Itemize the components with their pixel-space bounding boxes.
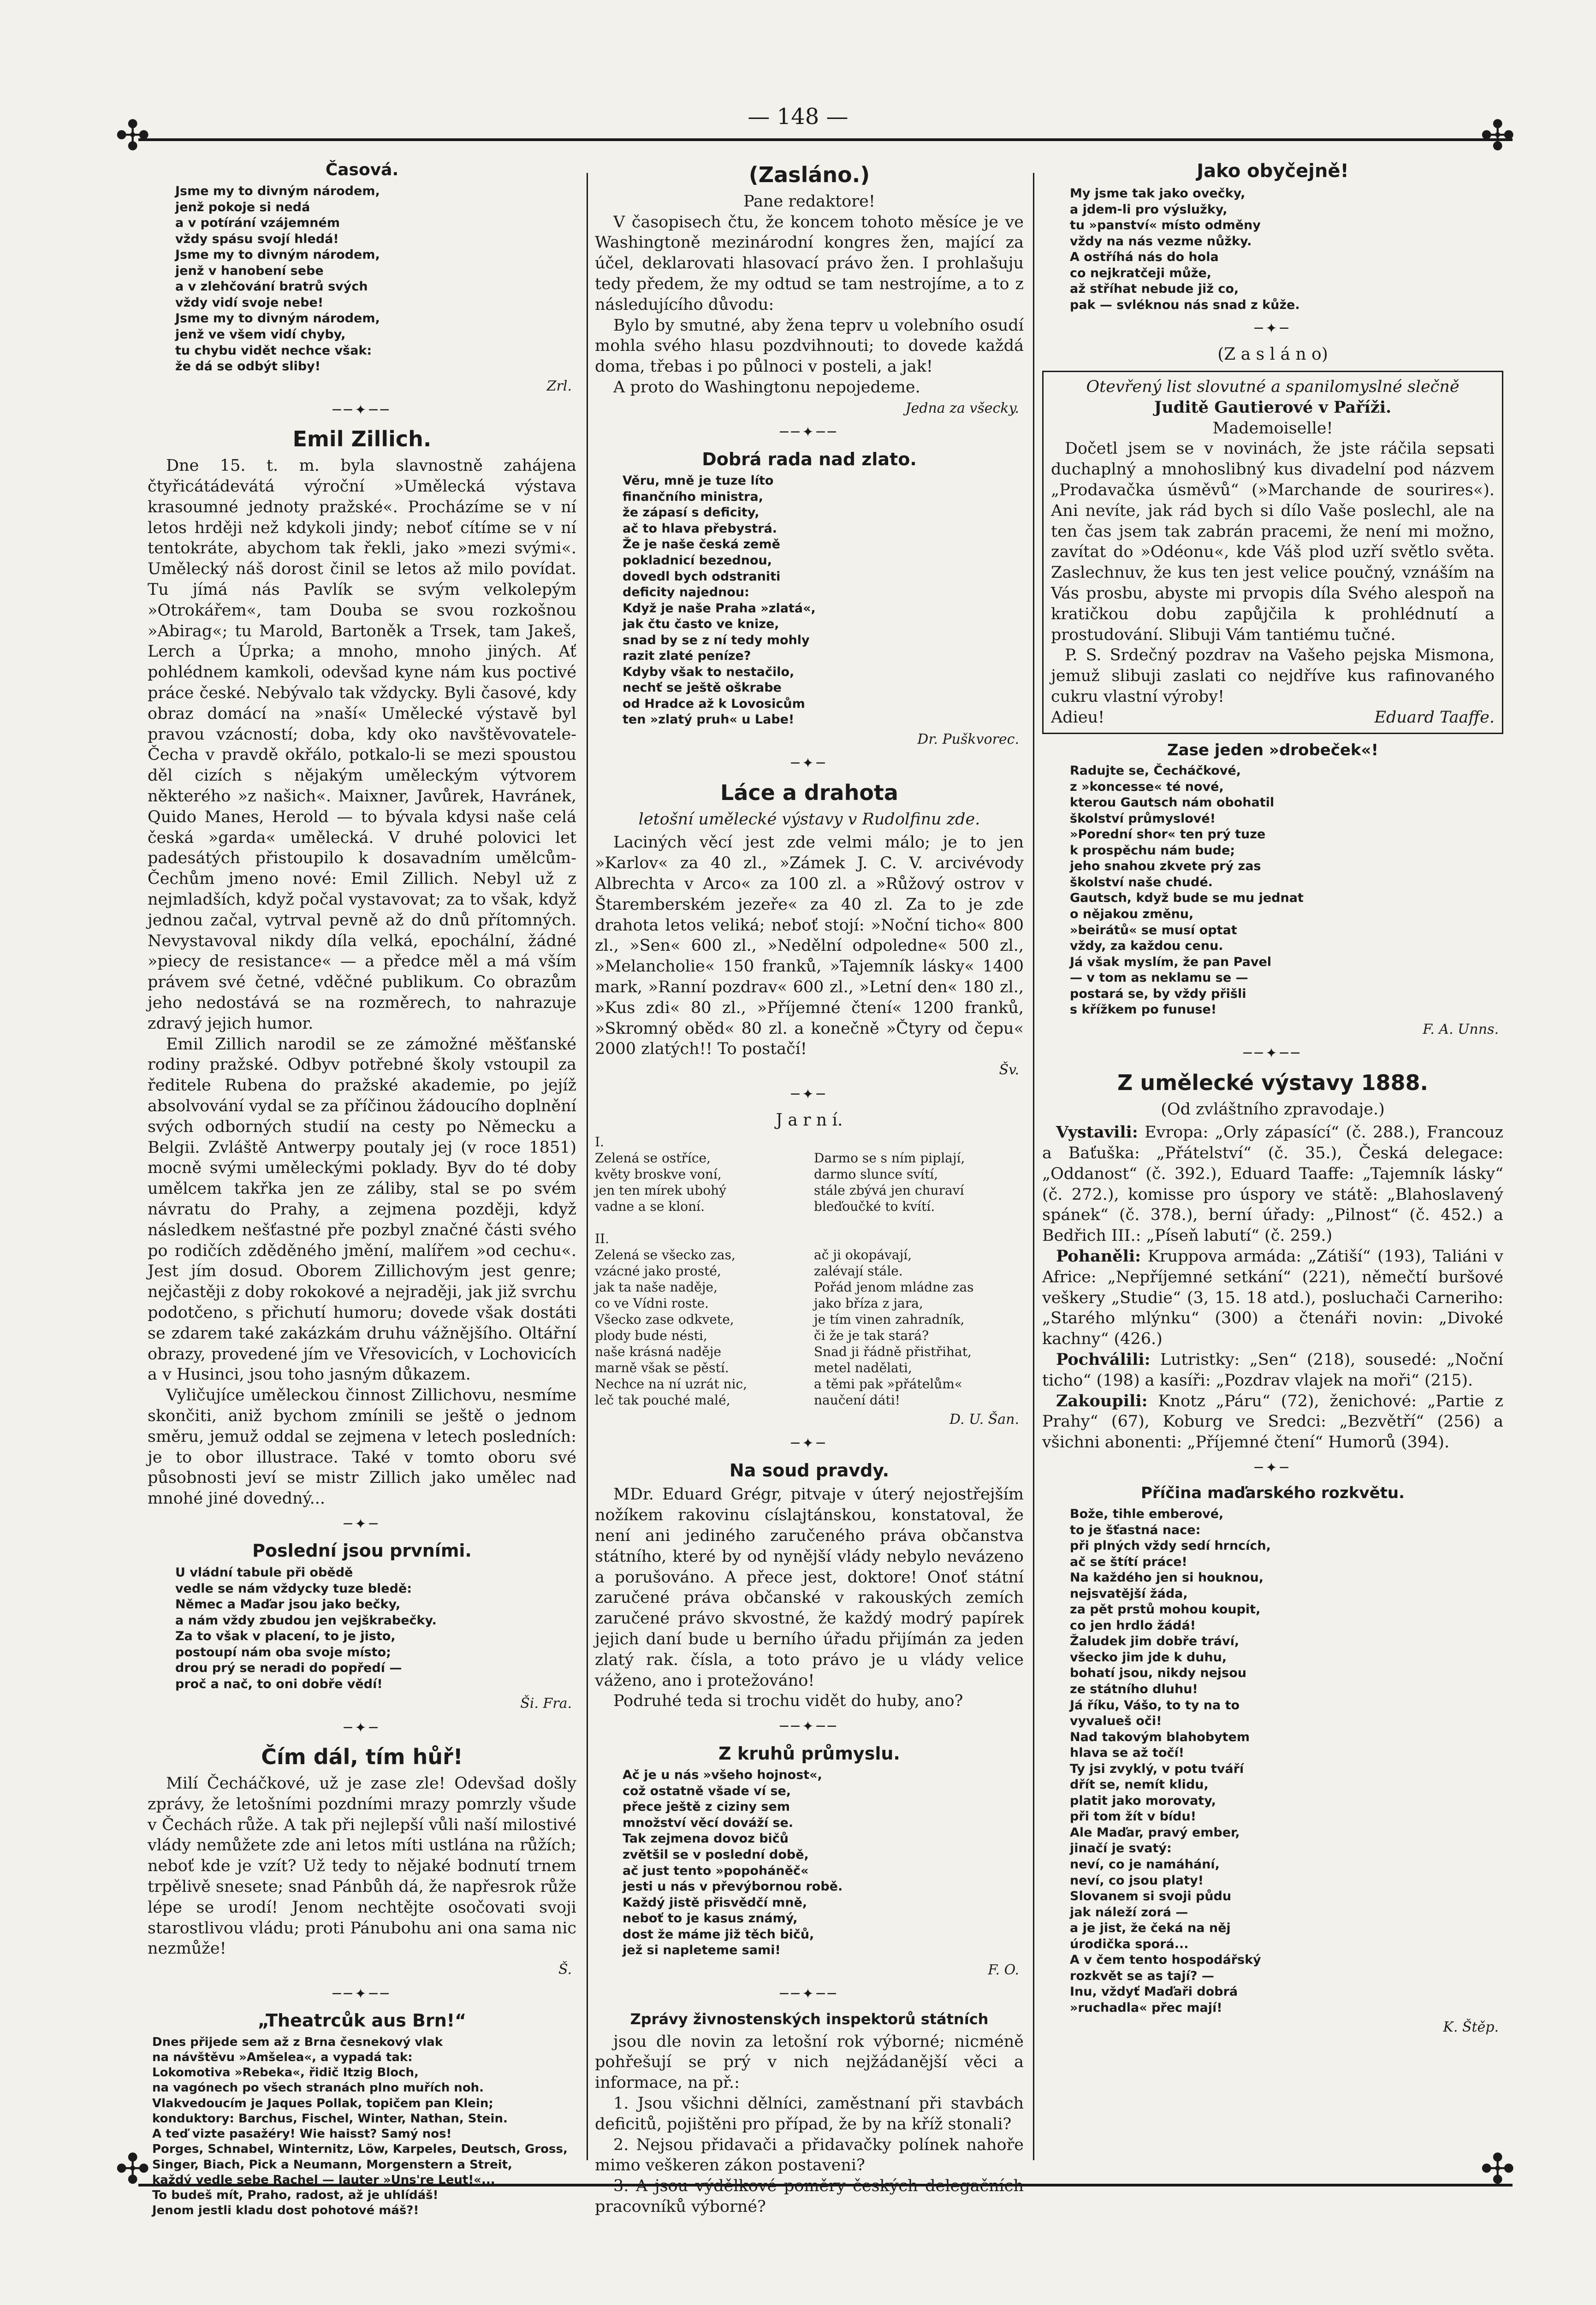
divider-ornament-icon: ──✦──: [332, 402, 392, 419]
letter-body: Dočetl jsem se v novinách, že jste ráčila sepsati duchaplný a mnohoslibný kus divadelní pod názvem „Prodavačka úsměvů“ (»Marchande de sourires«). Ani nevíte, jak rád bych si dílo Vaše poslechl, ale na ten čas jsem tak zabrán pracemi, že není mi možno, zavítat do »Odéonu«, kde Váš plod uzří světlo světa. Zaslechnuv, že kus ten jest velice poučný, vznáším na Vás prosbu, abyste mi prvopis díla Svého alespoň na kratičkou dobu zapůjčila k prohlédnutí a prostudování. Slibuji Vám tantiému tučné.: [1051, 439, 1495, 644]
greeting: Pane redaktore!: [743, 192, 875, 211]
poem-posledni: U vládní tabule při obědě vedle se nám vždycky tuze bledě: Němec a Maďar jsou jako bečky, a nám vždy zbudou jen vejškrabečky. Za to však v placení, to je jisto, postoupí nám oba svoje místo; drou prý se neradi do popředí — proč a nač, to oni dobře vědí!: [175, 1565, 437, 1691]
paragraph-lead: Zakoupili:: [1056, 1391, 1148, 1410]
article-title-zase: Zase jeden »drobeček«!: [1167, 741, 1378, 759]
paragraph-lead: Pohaněli:: [1056, 1247, 1141, 1266]
poem-theatr: Dnes přijede sem až z Brna česnekový vlak na návštěvu »Amšelea«, a vypadá tak: Lokomotiva »Rebeka«, řidič Itzig Bloch, na vagónech po všech stranách plno muřích noh. Vlakvedoucím je Jaques Pollak, topičem pan Klein; konduktory: Barchus, Fischel, Winter, Nathan, Stein. A teď vizte pasažéry! Wie haisst? Samý nos! Porges, Schnabel, Winternitz, Löw, Karpeles, Deutsch, Gross, Singer, Biach, Pick a Neumann, Morgenstern a Streit, každý vedle sebe Rachel — lauter »Uns're Leut!«... To budeš mít, Praho, radost, až je uhlídáš! Jenom jestli kladu dost pohotové máš?!: [152, 2035, 568, 2218]
article-title-pricina: Příčina maďarského rozkvětu.: [1140, 1484, 1405, 1503]
article-title-vystavy: Z umělecké výstavy 1888.: [1117, 1070, 1428, 1095]
divider-ornament-icon: ─✦─: [344, 1516, 380, 1532]
article-body: Milí Čecháčkové, už je zase zle! Odevšad došly zprávy, že letošními pozdními mrazy pomrzly všude v Čechách růže. A tak při nejlepší vůli naší milostivé vlády nemůžete zde ani letos míti ustlána na růžích; neboť kde je vzít? Už tedy to nějaké bodnutí trnem trpělivě snesete; snad Pánbůh dá, že napřesrok růže lépe se urodí! Jenom nechtějte osočovati svoji starostlivou vládu; proti Pánubohu ani ona sama nic nezmůže!: [148, 1774, 576, 1958]
signature: Šv.: [999, 1062, 1019, 1078]
poem-zase: Radujte se, Čecháčkové, z »koncesse« té nové, kterou Gautsch nám obohatil školství průmyslové! »Porední shor« ten prý tuze k prospěchu nám bude; jeho snahou zkvete prý zas školství naše chudé. Gautsch, když bude se mu jednat o nějakou změnu, »beirátů« se musí optat vždy, za každou cenu. Já však myslím, že pan Pavel — v tom as neklamu se — postará se, by vždy přišli s křížkem po funuse!: [1070, 764, 1304, 1017]
article-title-dobra: Dobrá rada nad zlato.: [702, 449, 917, 469]
poem-casova: Jsme my to divným národem, jenž pokoje si nedá a v potírání vzájemném vždy spásu svojí hledá! Jsme my to divným národem, jenž v hanobení sebe a v zlehčování bratrů svých vždy vidí svoje nebe! Jsme my to divným národem, jenž ve všem vidí chyby, tu chybu vidět nechce však: že dá se odbýt sliby!: [175, 184, 380, 374]
article-subtitle: letošní umělecké výstavy v Rudolfinu zde.: [638, 810, 980, 829]
paragraph-lead: Pochválili:: [1056, 1350, 1151, 1369]
signature: Dr. Puškvorec.: [917, 731, 1019, 747]
article-title-posledni: Poslední jsou prvními.: [252, 1541, 472, 1561]
list-item: 3. A jsou výdělkové poměry českých delegačních pracovníků výborné?: [595, 2177, 1024, 2216]
divider-ornament-icon: ─✦─: [791, 1086, 828, 1102]
poem-jako: My jsme tak jako ovečky, a jdem-li pro výslužky, tu »panství« místo odměny vždy na nás vezme nůžky. A ostříhá nás do hola co nejkratčeji může, až stříhat nebude již co, pak — svléknou nás snad z kůže.: [1070, 186, 1300, 313]
poem-dobra: Věru, mně je tuze líto finančního ministra, že zápasí s deficity, ač to hlava přebystrá. Že je naše česká země pokladnicí bezednou, dovedl bych odstraniti deficity najednou: Když je naše Praha »zlatá«, jak čtu často ve knize, snad by se z ní tedy mohly razit zlaté peníze? Kdyby však to nestačilo, nechť se ještě oškrabe od Hradce až k Lovosicům ten »zlatý pruh« u Labe!: [623, 474, 816, 727]
article-title-kruhu: Z kruhů průmyslu.: [718, 1743, 900, 1764]
page-number: — 148 —: [748, 104, 848, 130]
article-body: Podruhé teda si trochu vidět do huby, ano?: [613, 1692, 963, 1711]
letter-heading: Otevřený list slovutné a spanilomyslné slečně: [1086, 378, 1460, 397]
article-title-lace: Láce a drahota: [720, 780, 898, 805]
column-2: [595, 157, 1024, 2216]
paragraph-text: Knotz „Páru“ (72), ženichové: „Partie z Prahy“ (67), Koburg ve Sredci: „Bezvětří“ (256) a všichni abonenti: „Příjemné čtení“ Humorů (394).: [1042, 1392, 1503, 1452]
article-title-soud: Na soud pravdy.: [729, 1460, 890, 1481]
article-title-zillich: Emil Zillich.: [292, 427, 432, 452]
column-rule: [587, 173, 588, 2160]
list-item: 1. Jsou všichni dělníci, zaměstnaní při stavbách deficitů, pojištěni pro případ, že by na kříž stonali?: [595, 2094, 1024, 2133]
letter-addressee: Juditě Gautierové v Paříži.: [1154, 397, 1392, 417]
signature: D. U. Šan.: [949, 1411, 1019, 1428]
column-3: [1042, 157, 1503, 2167]
paragraph-lead: Vystavili:: [1056, 1123, 1138, 1142]
article-title-zaslano: (Zasláno.): [748, 162, 870, 187]
article-body: Dne 15. t. m. byla slavnostně zahájena čtyřicátádevátá výroční »Umělecká výstava krasoumné jednoty pražské«. Procházíme se v ní letos hrději než kdykoli jindy; neboť cítíme se v ní tentokráte, abychom tak řekli, jako »mezi svými«. Umělecký náš dorost činil se letos až milo povídat. Tu jímá nás Pavlík se svým velkolepým »Otrokářem«, tam Douba se svou rozkošnou »Abirag«; tu Marold, Bartoněk a Trsek, tam Jakeš, Lerch a Úprka; a mnoho, mnoho jiných. Ať pohlédnem kamkoli, odevšad kyne nám kus poctivé práce české. Nebývalo tak vždycky. Byli časové, kdy obraz domácí na »naší« Umělecké výstavě byl pravou vzácností; doba, kdy oko navštěvovatele-Čecha v pravdě okřálo, potkalo-li se mezi spoustou děl cizích s nějakým uměleckým výtvorem některého »z našich«. Maixner, Javůrek, Havránek, Quido Manes, Herold — to bývala kdysi naše celá česká »garda« umělecká. V druhé polovici let padesátých přistoupilo k dosavadním umělcům-Čechům jmeno nové: Emil Zillich. Nebyl už z nejmladších, když počal vystavovat; za to však, když jednou začal, vytrval pevně až do dnů přítomných. Nevystavoval nikdy díla velká, epochální, žádné »piecy de resistance« — a předce měl a má vším právem své četné, vděčné publikum. Co obrazům jeho nedostává se na rozměrech, to nahrazuje zdravý jejich humor.: [148, 456, 576, 1033]
divider-ornament-icon: ──✦──: [780, 1718, 839, 1735]
article-paragraph: [1042, 1391, 1503, 1453]
letter-closing: [1051, 707, 1495, 728]
article-body: Emil Zillich narodil se ze zámožné měšťanské rodiny pražské. Odbyv potřebné školy vstoupil za ředitele Rubena do pražské akademie, po jejíž absolvování vydal se za příčinou žádoucího doplnění svých odborných studií na cesty po Německu a Belgii. Zvláště Antwerpy poutaly jej (v roce 1851) mocně svými uměleckými poklady. Byv do té doby umělcem takřka jen ze záliby, stal se po svém návratu do Prahy, a zejmena později, když následkem nešťastné pře pozbyl značné části svého po rodičích zděděného jmění, malířem »od cechu«. Jest jím dosud. Oborem Zillichovým jest genre; nejčastěji z doby rokokové a nejraději, jak již svrchu podotčeno, s přichutí humoru; dovede však dostáti se zdarem také zakázkám druhu vážnějšího. Oltářní obrazy, provedené jím ve Vřesovicích, v Lochovicích a v Husinci, jsou toho jasným důkazem.: [148, 1035, 576, 1384]
corner-ornament-icon: ✣: [115, 2145, 150, 2193]
signature: F. O.: [988, 1961, 1019, 1978]
signature: Š.: [558, 1961, 572, 1978]
article-body: A proto do Washingtonu nepojedeme.: [613, 378, 920, 397]
divider-ornament-icon: ──✦──: [1243, 1045, 1302, 1062]
signature: F. A. Unns.: [1423, 1021, 1499, 1037]
article-body: Vyličujíce uměleckou činnost Zillichovu, nesmíme skončiti, aniž bychom zmínili se ještě o jednom směru, jemuž oddal se zejmena v letech posledních: je to obor illustrace. Také v tomto oboru své působnosti jeví se mistr Zillich jako umělec nad mnohé jiné dovedný...: [148, 1386, 576, 1508]
paragraph-text: Lutristky: „Sen“ (218), sousedé: „Noční ticho“ (198) a kasíři: „Pozdrav vlajek na moři“ (215).: [1042, 1351, 1503, 1390]
paragraph-text: Kruppova armáda: „Zátiší“ (193), Taliáni v Africe: „Nepříjemné setkání“ (221), němečtí buršové veškery „Studie“ (3, 15. 18 atd.), posluchači Carneriho: „Starého mlýnku“ (300) a čtenáři novin: „Divoké kachny“ (426.): [1042, 1247, 1503, 1349]
article-body: Laciných věcí jest zde velmi málo; je to jen »Karlov« za 40 zl., »Zámek J. C. V. arcivévody Albrechta v Arco« za 100 zl. a »Růžový ostrov v Štaremberském jezeře« za 40 zl. Za to je zde drahota letos veliká; neboť stojí: »Noční ticho« 800 zl., »Sen« 600 zl., »Nedělní odpoledne« 500 zl., »Melancholie« 150 franků, »Tajemník lásky« 1400 mark, »Ranní pozdrav« 600 zl., »Letní den« 180 zl., »Kus zdi« 80 zl., »Příjemné čtení« 1200 franků, »Skromný oběd« 80 zl. a konečně »Čtyry od čepu« 2000 zlatých!! To postačí!: [595, 833, 1024, 1059]
article-body: jsou dle novin za letošní rok výborné; nicméně pohřešují se prý v nich nejžádanější věci a informace, na př.:: [595, 2032, 1024, 2092]
open-letter-box: [1042, 371, 1503, 734]
poem-kruhu: Ač je u nás »všeho hojnost«, což ostatně všade ví se, přece ještě z ciziny sem množství věcí dováží se. Tak zejmena dovoz bičů zvětšil se v poslední době, ač just tento »popoháněč« jesti u nás v převýbornou robě. Každý jistě přisvědčí mně, neboť to je kasus známý, dost že máme již těch bičů, jež si napleteme sami!: [623, 1768, 843, 1958]
poem-jarni: [595, 1134, 1024, 1408]
corner-ornament-icon: ✣: [1480, 2145, 1515, 2193]
article-paragraph: [1042, 1246, 1503, 1350]
article-title-cim: Čím dál, tím hůř!: [261, 1744, 463, 1770]
article-title-zpravy: Zprávy živnostenských inspektorů státních: [630, 2010, 989, 2028]
article-title-casova: Časová.: [325, 160, 399, 179]
corner-ornament-icon: ✣: [1480, 112, 1515, 160]
article-subtitle: (Od zvláštního zpravodaje.): [1161, 1100, 1385, 1119]
divider-ornament-icon: ──✦──: [780, 424, 839, 441]
article-title-jako: Jako obyčejně!: [1197, 160, 1349, 182]
section-title-zaslano: (Z a s l á n o): [1217, 344, 1328, 364]
signature: K. Štěp.: [1443, 2019, 1499, 2036]
signature: Eduard Taaffe.: [1374, 708, 1495, 727]
article-title-jarni: J a r n í.: [776, 1111, 843, 1130]
column-1: [148, 157, 576, 2218]
divider-ornament-icon: ─✦─: [1254, 1460, 1291, 1476]
greeting: Mademoiselle!: [1212, 419, 1333, 438]
divider-ornament-icon: ─✦─: [1254, 320, 1291, 337]
letter-adieu: Adieu!: [1051, 708, 1105, 727]
article-title-theatr: „Theatrcůk aus Brn!“: [257, 2010, 467, 2031]
paragraph-text: Evropa: „Orly zápasící“ (č. 288.), Francouz a Baťuška: „Přátelství“ (č. 35.), Česká delegace: „Oddanost“ (č. 392.), Eduard Taaffe: „Tajemník lásky“ (č. 272.), komisse pro úspory ve státě: „Blahoslavený spánek“ (č. 378.), berní úřady: „Pilnost“ (č. 452.) a Bedřich III.: „Píseň labutí“ (č. 259.): [1042, 1123, 1503, 1245]
article-paragraph: [1042, 1122, 1503, 1246]
article-body: Bylo by smutné, aby žena teprv u volebního osudí mohla svého hlasu pozdvihnouti; to dovede každá doma, třebas i po půlnoci v posteli, a jak!: [595, 316, 1024, 376]
divider-ornament-icon: ──✦──: [780, 1986, 839, 2003]
divider-ornament-icon: ─✦─: [344, 1719, 380, 1736]
poem-column: Darmo se s ním piplají, darmo slunce svítí, stále zbývá jen churaví bleďoučké to kvítí. ač ji okopávají, zalévají stále. Pořád jenom mládne zas jako bříza z jara, je tím vinen zahradník, či že je tak stará? Snad ji řádně přistřihat, metel nadělati, a těmi pak »přátelům« naučení dáti!: [814, 1150, 974, 1408]
divider-ornament-icon: ─✦─: [791, 755, 828, 772]
article-body: V časopisech čtu, že koncem tohoto měsíce je ve Washingtoně mezinárodní kongres žen, mající za účel, deklarovati hlasovací právo žen. I prohlašuju tedy předem, že my odtud se tam nestrojíme, a to z následujícího důvodu:: [595, 213, 1024, 314]
divider-ornament-icon: ──✦──: [332, 1985, 392, 2002]
list-item: 2. Nejsou přidavači a přidavačky polínek nahoře mimo veškeren zákon postaveni?: [595, 2135, 1024, 2175]
divider-ornament-icon: ─✦─: [791, 1435, 828, 1452]
signature: Ši. Fra.: [520, 1695, 572, 1712]
column-rule: [1033, 173, 1034, 2160]
poem-pricina: Bože, tihle emberové, to je šťastná nace: při plných vždy sedí hrncích, ač se štítí práce! Na každého jen si houknou, nejsvatější žáda, za pět prstů mohou koupit, co jen hrdlo žádá! Žaludek jim dobře tráví, všecko jim jde k duhu, bohatí jsou, nikdy nejsou ze státního dluhu! Já říku, Vášo, to ty na to vyvalueš oči! Nad takovým blahobytem hlava se až točí! Ty jsi zvyklý, v potu tváří dřít se, nemít klidu, platit jako morovaty, při tom žít v bídu! Ale Maďar, pravý ember, jinačí je svatý: neví, co je namáhání, neví, co jsou platy! Slovanem si svoji půdu jak náleží zorá — a je jist, že čeká na něj úrodička sporá... A v čem tento hospodářský rozkvět se as tají? — Inu, vždyť Maďaři dobrá »ruchadla« přec mají!: [1070, 1506, 1271, 2015]
signature: Jedna za všecky.: [905, 400, 1019, 416]
article-body: MDr. Eduard Grégr, pitvaje v úterý nejostřejším nožíkem rakovinu císlajtánskou, konstatoval, že není ani jediného zaručeného práva občanstva státního, které by od nynější vlády nebylo nevázeno a porušováno. A přece jest, doktore! Onoť státní zaručené práva občanské v rakouských zemích zaručené právo skvostné, že každý modrý papírek jejich daní bude u berního úřadu přijímán za jeden zlatý rak. čísla, a toto právo je u vlády velice váženo, ano i protežováno!: [595, 1485, 1024, 1690]
corner-ornament-icon: ✣: [115, 112, 150, 160]
poem-column: I. Zelená se ostříce, květy broskve voní, jen ten mírek ubohý vadne a se kloní. II. Zelená se všecko zas, vzácné jako prosté, jak ta naše naděje, co ve Vídni roste. Všecko zase odkvete, plody bude nésti, naše krásná naděje marně však se pěstí. Nechce na ní uzrát nic, leč tak pouché malé,: [595, 1134, 748, 1408]
signature: Zrl.: [546, 378, 572, 394]
letter-postscript: P. S. Srdečný pozdrav na Vašeho pejska Mismona, jemuž slibuji zaslati co nejdříve kus rafinovaného cukru vlastní výroby!: [1051, 646, 1495, 706]
article-paragraph: [1042, 1350, 1503, 1391]
